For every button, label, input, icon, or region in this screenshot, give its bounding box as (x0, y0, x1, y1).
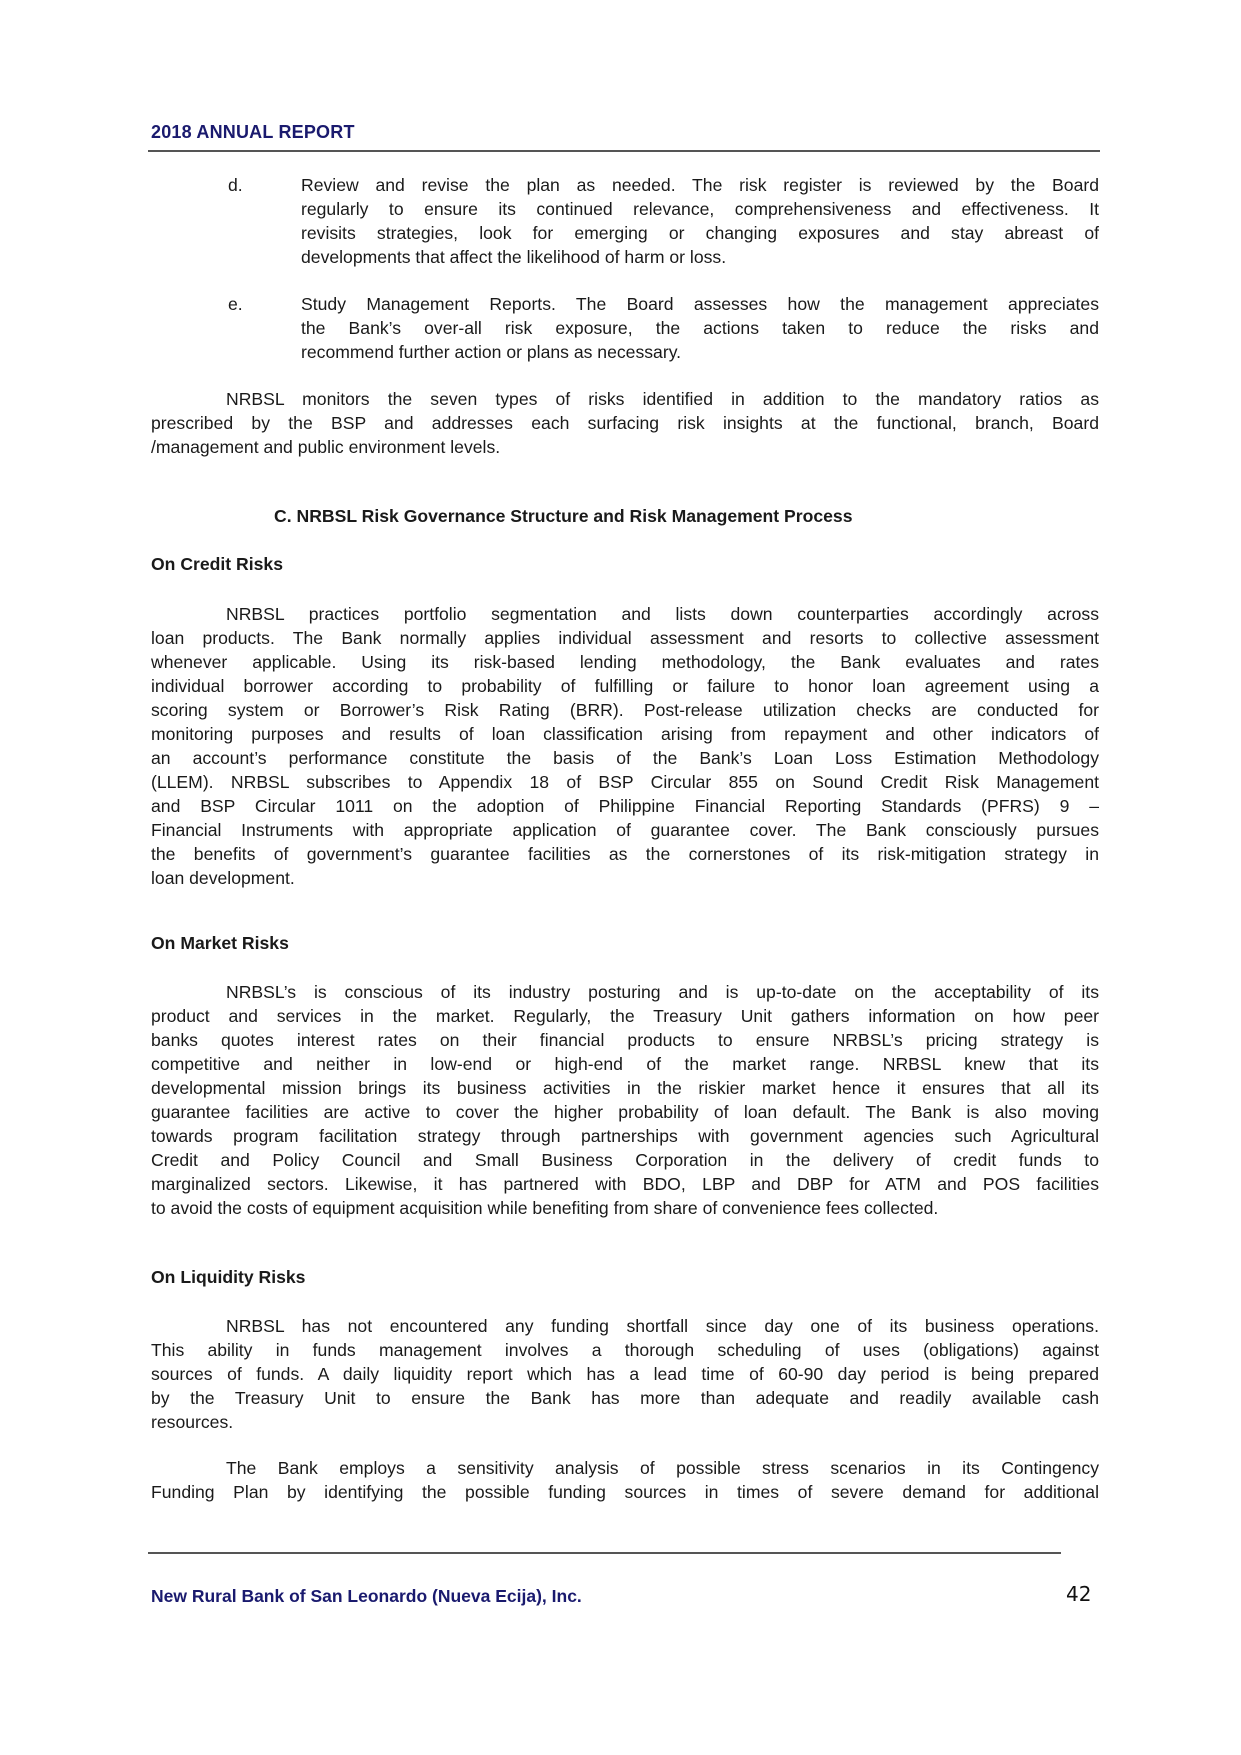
market-risks-heading: On Market Risks (151, 933, 289, 953)
list-item-e-line: Study Management Reports. The Board assesses how the management appreciates (301, 294, 1099, 314)
paragraph-line: and BSP Circular 1011 on the adoption of Philippine Financial Reporting Standards (PFRS) 9 – (151, 796, 1099, 816)
paragraph-line: developmental mission brings its business activities in the riskier market hence it ensures that all its (151, 1078, 1099, 1098)
paragraph-line: This ability in funds management involves a thorough scheduling of uses (obligations) against (151, 1340, 1099, 1360)
paragraph-line: whenever applicable. Using its risk-based lending methodology, the Bank evaluates and rates (151, 652, 1099, 672)
page-number: 42 (1066, 1582, 1092, 1606)
paragraph-line: towards program facilitation strategy through partnerships with government agencies such Agricultural (151, 1126, 1099, 1146)
credit-risks-paragraph (151, 602, 1099, 890)
footer-bank-name: New Rural Bank of San Leonardo (Nueva Ecija), Inc. (151, 1586, 582, 1606)
list-item-letter-d: d. (228, 175, 243, 195)
paragraph-line: to avoid the costs of equipment acquisition while benefiting from share of convenience fees collected. (151, 1198, 939, 1218)
paragraph-line: scoring system or Borrower’s Risk Rating (BRR). Post-release utilization checks are conducted for (151, 700, 1099, 720)
paragraph-line: an account’s performance constitute the basis of the Bank’s Loan Loss Estimation Methodology (151, 748, 1099, 768)
list-item-e-line: the Bank’s over-all risk exposure, the actions taken to reduce the risks and (301, 318, 1099, 338)
paragraph-line: marginalized sectors. Likewise, it has partnered with BDO, LBP and DBP for ATM and POS facilities (151, 1174, 1099, 1194)
paragraph-line: /management and public environment levels. (151, 437, 501, 457)
report-title: 2018 ANNUAL REPORT (151, 122, 355, 142)
list-item-d-line: revisits strategies, look for emerging or changing exposures and stay abreast of (301, 223, 1099, 243)
liquidity-risks-paragraph-2 (151, 1456, 1099, 1504)
liquidity-risks-paragraph-1 (151, 1314, 1099, 1434)
list-item-d-line: regularly to ensure its continued relevance, comprehensiveness and effectiveness. It (301, 199, 1099, 219)
paragraph-line: NRBSL practices portfolio segmentation and lists down counterparties accordingly across (226, 604, 1099, 624)
paragraph-line: NRBSL’s is conscious of its industry posturing and is up-to-date on the acceptability of its (226, 982, 1099, 1002)
paragraph-line: Financial Instruments with appropriate application of guarantee cover. The Bank consciously pursues (151, 820, 1099, 840)
paragraph-line: (LLEM). NRBSL subscribes to Appendix 18 of BSP Circular 855 on Sound Credit Risk Management (151, 772, 1099, 792)
paragraph-line: sources of funds. A daily liquidity report which has a lead time of 60-90 day period is being prepared (151, 1364, 1099, 1384)
paragraph-line: guarantee facilities are active to cover the higher probability of loan default. The Bank is also moving (151, 1102, 1099, 1122)
liquidity-risks-heading: On Liquidity Risks (151, 1267, 306, 1287)
paragraph-line: monitoring purposes and results of loan classification arising from repayment and other indicators of (151, 724, 1099, 744)
paragraph-line: loan development. (151, 868, 295, 888)
list-item-d (301, 173, 1099, 269)
paragraph-line: loan products. The Bank normally applies individual assessment and resorts to collective assessment (151, 628, 1099, 648)
market-risks-paragraph (151, 980, 1099, 1220)
footer-divider (148, 1552, 1061, 1554)
section-heading: C. NRBSL Risk Governance Structure and Risk Management Process (274, 506, 853, 526)
list-item-d-line: Review and revise the plan as needed. The risk register is reviewed by the Board (301, 175, 1099, 195)
paragraph-line: NRBSL has not encountered any funding shortfall since day one of its business operations. (226, 1316, 1099, 1336)
paragraph-line: competitive and neither in low-end or high-end of the market range. NRBSL knew that its (151, 1054, 1099, 1074)
list-item-letter-e: e. (228, 294, 243, 314)
paragraph-line: prescribed by the BSP and addresses each surfacing risk insights at the functional, branch, Board (151, 413, 1099, 433)
paragraph-line: The Bank employs a sensitivity analysis of possible stress scenarios in its Contingency (226, 1458, 1099, 1478)
paragraph-line: product and services in the market. Regularly, the Treasury Unit gathers information on how peer (151, 1006, 1099, 1026)
list-item-e (301, 292, 1099, 364)
list-item-e-line: recommend further action or plans as necessary. (301, 342, 682, 362)
paragraph-line: individual borrower according to probability of fulfilling or failure to honor loan agreement using a (151, 676, 1099, 696)
credit-risks-heading: On Credit Risks (151, 554, 283, 574)
paragraph-line: resources. (151, 1412, 234, 1432)
paragraph-line: by the Treasury Unit to ensure the Bank has more than adequate and readily available cash (151, 1388, 1099, 1408)
paragraph-line: the benefits of government’s guarantee facilities as the cornerstones of its risk-mitigation strategy in (151, 844, 1099, 864)
paragraph-line: NRBSL monitors the seven types of risks identified in addition to the mandatory ratios as (226, 389, 1099, 409)
paragraph-line: banks quotes interest rates on their financial products to ensure NRBSL’s pricing strategy is (151, 1030, 1099, 1050)
list-item-d-line: developments that affect the likelihood of harm or loss. (301, 247, 727, 267)
header-divider (148, 150, 1100, 152)
paragraph-line: Credit and Policy Council and Small Business Corporation in the delivery of credit funds to (151, 1150, 1099, 1170)
paragraph-line: Funding Plan by identifying the possible funding sources in times of severe demand for additional (151, 1482, 1099, 1502)
intro-paragraph (151, 387, 1099, 459)
